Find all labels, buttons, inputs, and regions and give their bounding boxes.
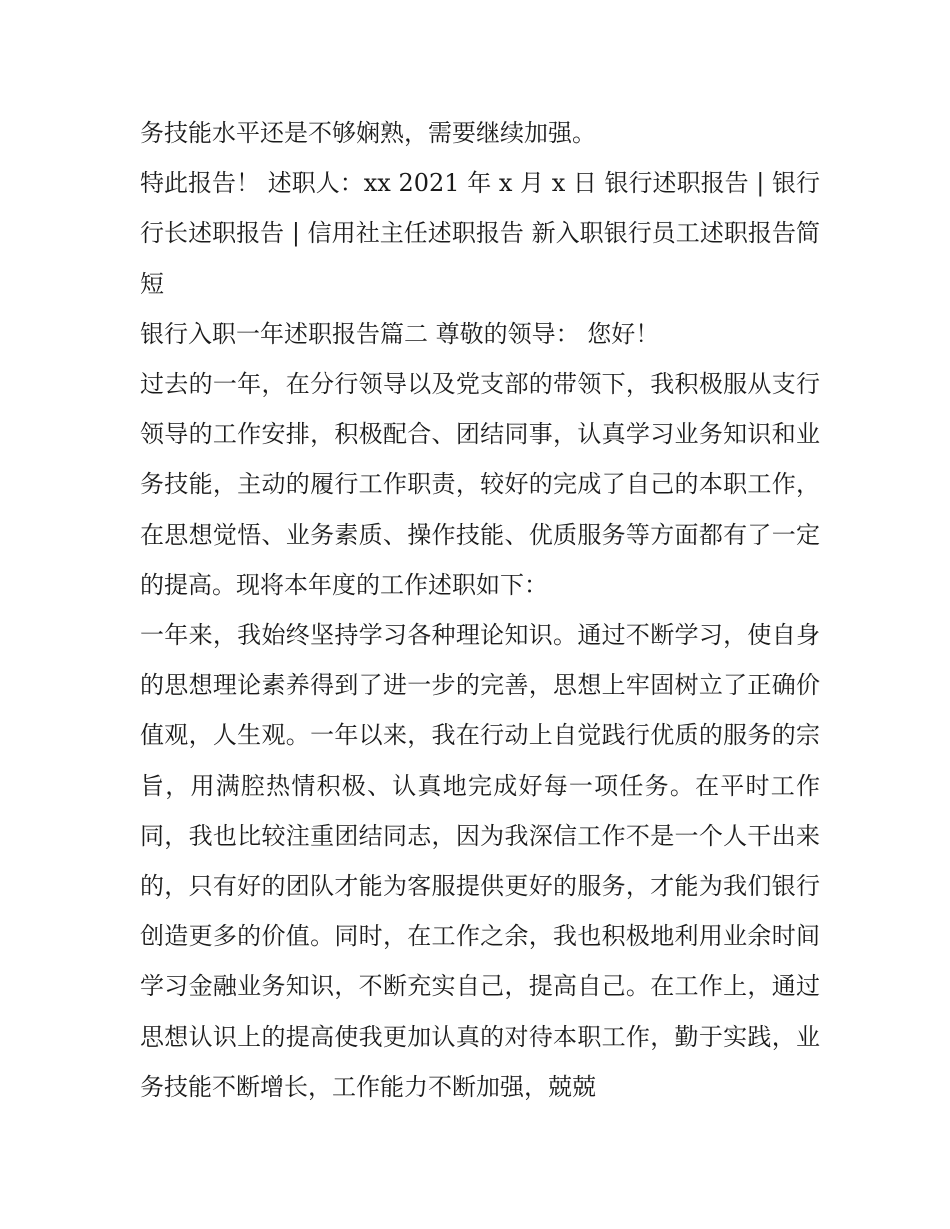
paragraph-study-work: 一年来，我始终坚持学习各种理论知识。通过不断学习，使自身的思想理论素养得到了进一步的完善，思想上牢固树立了正确价值观，人生观。一年以来，我在行动上自觉践行优质的服务的宗旨，用满腔热情积极、认真地完成好每一项任务。在平时工作同，我也比较注重团结同志，因为我深信工作不是一个人干出来的，只有好的团队才能为客服提供更好的服务，才能为我们银行创造更多的价值。同时，在工作之余，我也积极地利用业余时间学习金融业务知识，不断充实自己，提高自己。在工作上，通过思想认识上的提高使我更加认真的对待本职工作，勤于实践，业务技能不断增长，工作能力不断加强，兢兢 [140, 621, 820, 1101]
paragraph-heading-greeting: 银行入职一年述职报告篇二 尊敬的领导： 您好！ [140, 319, 660, 348]
paragraph-intro: 过去的一年，在分行领导以及党支部的带领下，我积极服从支行领导的工作安排，积极配合、团结同事，认真学习业务知识和业务技能，主动的履行工作职责，较好的完成了自己的本职工作，在思想觉悟、业务素质、操作技能、优质服务等方面都有了一定的提高。现将本年度的工作述职如下： [140, 370, 820, 599]
paragraph-continuation: 务技能水平还是不够娴熟，需要继续加强。 [140, 119, 596, 147]
paragraph-report-signature: 特此报告！ 述职人：xx 2021 年 x 月 x 日 银行述职报告 | 银行行长述职报告 | 信用社主任述职报告 新入职银行员工述职报告简短 [140, 169, 820, 298]
document-body [140, 108, 820, 1112]
